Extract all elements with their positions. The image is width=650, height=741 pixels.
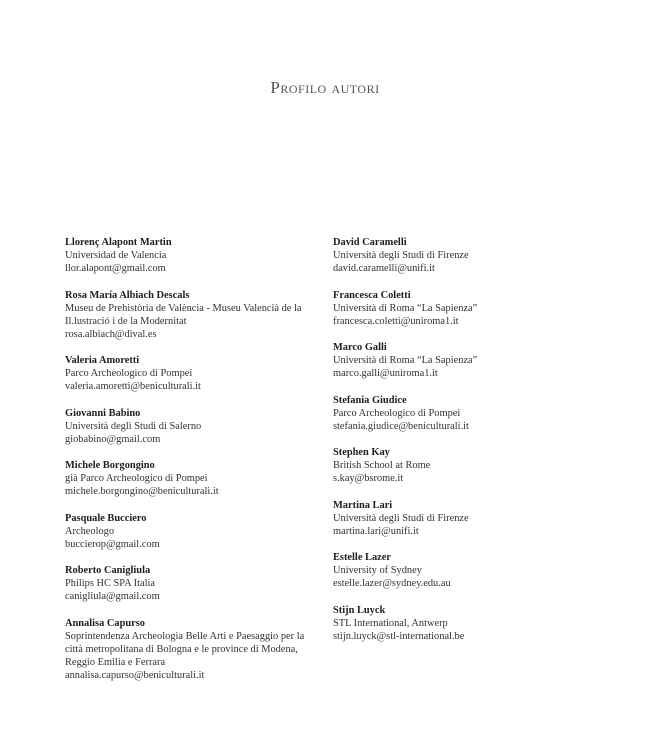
author-name: Estelle Lazer (333, 552, 391, 563)
author-entry (333, 446, 595, 485)
author-entry (333, 236, 595, 275)
author-entry (65, 407, 323, 446)
author-affiliation: Università di Roma “La Sapienza” (333, 302, 478, 314)
author-email: michele.borgongino@beniculturali.it (65, 486, 219, 497)
author-email: stijn.luyck@stl-international.be (333, 630, 465, 642)
author-email: canigliula@gmail.com (65, 591, 160, 602)
author-name: Annalisa Capurso (65, 617, 145, 629)
author-name: Michele Borgongino (65, 460, 155, 471)
author-entry (65, 512, 323, 551)
author-email: stefania.giudice@beniculturali.it (333, 420, 469, 432)
author-email: david.caramelli@unifi.it (333, 263, 435, 274)
author-affiliation: Universidad de Valencia (65, 250, 167, 261)
author-affiliation: British School at Rome (333, 460, 431, 471)
author-affiliation: Museu de Prehistòria de València - Museu Valencià de la Il.lustració i de la Modernitat (65, 302, 302, 327)
author-affiliation: STL International, Antwerp (333, 617, 448, 629)
author-email: buccierop@gmail.com (65, 538, 160, 550)
author-entry (65, 354, 323, 393)
author-name: Pasquale Bucciero (65, 512, 147, 524)
author-affiliation: Università di Roma “La Sapienza” (333, 355, 478, 366)
author-entry (333, 341, 595, 380)
author-affiliation: Università degli Studi di Firenze (333, 250, 469, 261)
right-column (333, 236, 595, 656)
author-affiliation: University of Sydney (333, 565, 422, 576)
author-email: marco.galli@uniroma1.it (333, 368, 438, 379)
author-name: Marco Galli (333, 342, 387, 353)
page-title: Profilo autori (270, 78, 380, 97)
author-name: Stephen Kay (333, 447, 390, 458)
author-email: llor.alapont@gmail.com (65, 263, 166, 274)
author-entry (65, 459, 323, 498)
author-name: David Caramelli (333, 237, 407, 248)
author-name: Giovanni Babino (65, 407, 141, 419)
author-email: valeria.amoretti@beniculturali.it (65, 381, 201, 392)
author-entry (65, 617, 323, 682)
author-entry (333, 604, 595, 643)
author-affiliation: Università degli Studi di Salerno (65, 420, 202, 432)
author-name: Stefania Giudice (333, 394, 407, 406)
author-email: martina.lari@unifi.it (333, 525, 419, 537)
left-column (65, 236, 323, 695)
author-entry (65, 289, 323, 341)
author-entry (333, 551, 595, 590)
author-affiliation: già Parco Archeologico di Pompei (65, 473, 208, 484)
author-affiliation: Philips HC SPA Italia (65, 578, 155, 589)
author-entry (65, 564, 323, 603)
author-name: Valeria Amoretti (65, 355, 140, 366)
author-name: Martina Lari (333, 499, 393, 511)
author-email: rosa.albiach@dival.es (65, 328, 157, 340)
author-affiliation: Parco Archeologico di Pompei (333, 407, 461, 419)
author-name: Stijn Luyck (333, 604, 386, 616)
author-email: s.kay@bsrome.it (333, 473, 404, 484)
author-email: giobabino@gmail.com (65, 433, 161, 445)
author-affiliation: Università degli Studi di Firenze (333, 512, 469, 524)
author-name: Francesca Coletti (333, 289, 411, 301)
author-entry (333, 499, 595, 538)
author-email: francesca.coletti@uniroma1.it (333, 315, 459, 327)
author-entry (333, 289, 595, 328)
author-email: annalisa.capurso@beniculturali.it (65, 669, 205, 681)
author-entry (65, 236, 323, 275)
author-entry (333, 394, 595, 433)
author-name: Roberto Canigliula (65, 565, 151, 576)
author-name: Llorenç Alapont Martin (65, 237, 172, 248)
author-affiliation: Archeologo (65, 525, 115, 537)
author-affiliation: Parco Archeologico di Pompei (65, 368, 193, 379)
author-name: Rosa María Albiach Descals (65, 289, 190, 301)
author-email: estelle.lazer@sydney.edu.au (333, 578, 451, 589)
author-affiliation: Soprintendenza Archeologia Belle Arti e Paesaggio per la città metropolitana di Bologna e le province di Modena, Reggio Emilia e Ferrara (65, 630, 305, 668)
